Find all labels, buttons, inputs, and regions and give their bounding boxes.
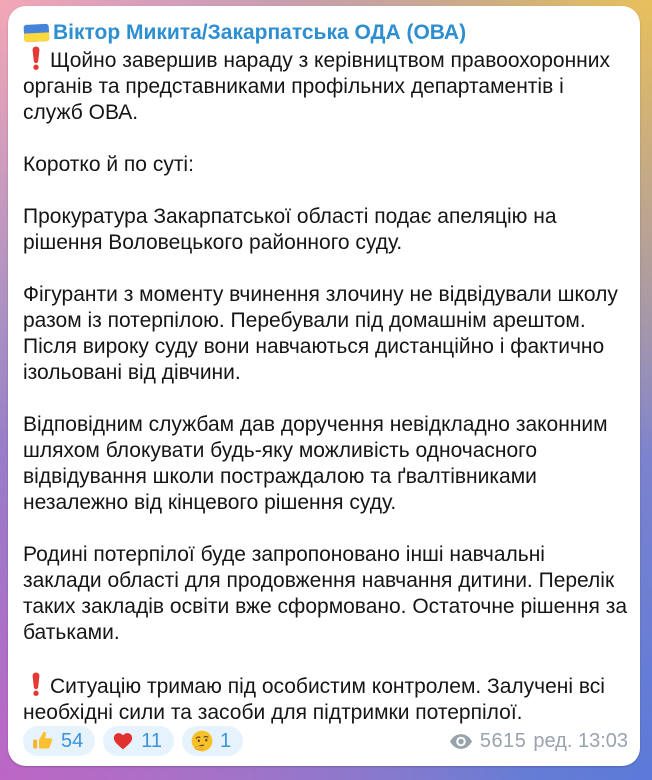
red-exclamation-icon (30, 672, 42, 696)
views-count: 5615 (479, 729, 527, 752)
reaction-count: 1 (220, 729, 232, 752)
paragraph-text: Відповідним службам дав доручення невідкладно законним шляхом блокувати будь-яку можливість одночасного відвідування школи постраждалою та ґвалтівниками незалежно від кінцевого рішення суду. (23, 413, 608, 514)
red-exclamation-icon (30, 46, 42, 70)
channel-name[interactable]: Віктор Микита/Закарпатська ОДА (ОВА) (53, 21, 467, 44)
thumbs-up-icon (32, 730, 54, 752)
paragraph-text: Родині потерпілої буде запропоновано інші навчальні заклади області для продовження навчання дитини. Перелік таких закладів освіти вже сформовано. Остаточне рішення за батьками. (23, 543, 628, 644)
message-footer (23, 726, 628, 758)
ukraine-flag-icon (22, 22, 50, 43)
paragraph-text: Щойно завершив нараду з керівництвом правоохоронних органів та представниками профільних департаментів і служб ОВА. (23, 49, 610, 124)
paragraph-text: Коротко й по суті: (23, 153, 194, 176)
message-paragraph (23, 152, 628, 178)
message-paragraph (23, 282, 628, 386)
message-bubble (8, 6, 640, 766)
reaction-count: 11 (141, 729, 163, 752)
message-paragraph (23, 412, 628, 516)
message-meta (450, 730, 628, 753)
paragraph-text: Ситуацію тримаю під особистим контролем. Залучені всі необхідні сили та засоби для підтримки потерпілої. (23, 675, 605, 724)
reaction-pill-heart[interactable] (103, 726, 174, 756)
heart-icon (112, 730, 134, 752)
reaction-count: 54 (61, 729, 84, 752)
thinking-face-icon (191, 730, 213, 752)
reaction-pill-thinking[interactable] (182, 726, 243, 756)
message-paragraphs (23, 46, 628, 726)
message-paragraph (23, 204, 628, 256)
eye-views-icon (450, 734, 472, 749)
edited-time: ред. 13:03 (533, 729, 628, 752)
paragraph-text: Прокуратура Закарпатської області подає апеляцію на рішення Воловецького районного суду. (23, 205, 557, 254)
message-paragraph (23, 46, 628, 126)
paragraph-text: Фігуранти з моменту вчинення злочину не відвідували школу разом із потерпілою. Перебували під домашнім арештом. Після вироку суду вони навчаються дистанційно і фактично ізольовані від дівчини. (23, 283, 618, 384)
reaction-pill-thumbs-up[interactable] (23, 726, 95, 756)
channel-header (23, 19, 628, 46)
message-paragraph (23, 542, 628, 646)
message-paragraph (23, 672, 628, 726)
